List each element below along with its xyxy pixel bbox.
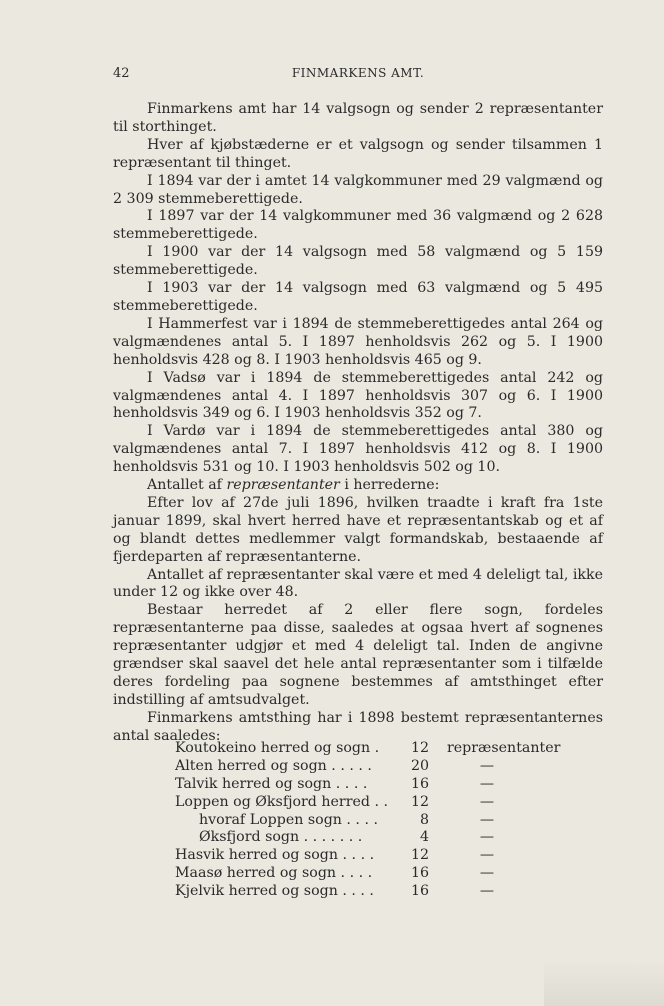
ditto-mark: — [479, 865, 495, 882]
table-row [113, 812, 603, 830]
representatives-table [113, 740, 603, 901]
paragraph: I 1894 var der i amtet 14 valgkommuner med 29 valgmænd og 2 309 stemmeberettigede. [113, 172, 603, 207]
section-heading-representatives [113, 477, 603, 495]
district-name: Koutokeino herred og sogn . [175, 740, 380, 756]
paragraph: I Vardø var i 1894 de stemmeberettigedes antal 380 og valgmændenes antal 7. I 1897 henholdsvis 412 og 8. I 1900 henholdsvis 531 og 10. I 1903 henholdsvis 502 og 10. [113, 423, 603, 476]
representative-count: 12 [410, 793, 429, 810]
district-name: Loppen og Øksfjord herred . . [175, 793, 388, 810]
table-row [113, 740, 603, 758]
heading-prefix: Antallet af [147, 477, 222, 494]
ditto-mark: — [479, 847, 495, 864]
paragraph: I Vadsø var i 1894 de stemmeberettigedes antal 242 og valgmændenes antal 4. I 1897 henholdsvis 307 og 6. I 1900 henholdsvis 349 og 6. I 1903 henholdsvis 352 og 7. [113, 369, 603, 422]
page-edge-shadow [544, 960, 664, 1006]
ditto-mark: — [479, 793, 495, 810]
representative-count: 12 [410, 740, 429, 756]
heading-italic-word: repræsentanter [226, 477, 340, 494]
district-name: Alten herred og sogn . . . . . [175, 757, 372, 774]
representative-count: 12 [410, 847, 429, 864]
table-row [113, 883, 603, 901]
paragraph: Bestaar herredet af 2 eller flere sogn, fordeles repræsentanterne paa disse, saaledes at ogsaa hvert af sognenes repræsentanter udgjør et med 4 deleligt tal. Inden de angivne grændser skal saavel det hele antal repræsentanter som i tilfælde deres fordeling paa sognene bestemmes af amtsthinget efter indstilling af amtsudvalget. [113, 602, 603, 708]
district-name: Øksfjord sogn . . . . . . . [199, 829, 363, 846]
unit-label: repræsentanter [447, 740, 561, 756]
paragraph: I Hammerfest var i 1894 de stemmeberettigedes antal 264 og valgmændenes antal 5. I 1897 henholdsvis 262 og 5. I 1900 henholdsvis 428 og 8. I 1903 henholdsvis 465 og 9. [113, 315, 603, 368]
page-number: 42 [113, 66, 130, 81]
representative-count: 20 [410, 757, 429, 774]
ditto-mark: — [479, 775, 495, 792]
paragraph: I 1900 var der 14 valgsogn med 58 valgmænd og 5 159 stemmeberettigede. [113, 244, 603, 279]
representative-count: 16 [410, 865, 429, 882]
paragraph: Antallet af repræsentanter skal være et med 4 deleligt tal, ikke under 12 og ikke over 48. [113, 566, 603, 601]
representative-count: 8 [419, 811, 429, 828]
heading-suffix: i herrederne: [344, 477, 440, 494]
paragraph: Efter lov af 27de juli 1896, hvilken traadte i kraft fra 1ste januar 1899, skal hvert herred have et repræsentantskab og et af og blandt dettes medlemmer valgt formandskab, bestaaende af fjerdeparten af repræsentanterne. [113, 494, 603, 565]
district-name: Maasø herred og sogn . . . . [175, 865, 373, 882]
table-row [113, 776, 603, 794]
table-row [113, 758, 603, 776]
page-header [113, 66, 603, 86]
paragraph: Finmarkens amtsthing har i 1898 bestemt repræsentanternes antal saaledes: [113, 709, 603, 744]
representative-count: 4 [419, 829, 429, 846]
table-row [113, 865, 603, 883]
paragraph: Hver af kjøbstæderne er et valgsogn og sender tilsammen 1 repræsentant til thinget. [113, 136, 603, 171]
representative-count: 16 [410, 775, 429, 792]
running-head: FINMARKENS AMT. [291, 66, 425, 80]
representative-count: 16 [410, 883, 429, 900]
district-name: Talvik herred og sogn . . . . [175, 775, 368, 792]
ditto-mark: — [479, 757, 495, 774]
paragraph: Finmarkens amt har 14 valgsogn og sender 2 repræsentanter til storthinget. [113, 101, 603, 135]
body-text [113, 101, 603, 746]
ditto-mark: — [479, 829, 495, 846]
ditto-mark: — [479, 811, 495, 828]
table-row [113, 794, 603, 812]
table-row [113, 847, 603, 865]
paragraph: I 1897 var der 14 valgkommuner med 36 valgmænd og 2 628 stemmeberettigede. [113, 208, 603, 243]
paragraph: I 1903 var der 14 valgsogn med 63 valgmænd og 5 495 stemmeberettigede. [113, 280, 603, 314]
district-name: Hasvik herred og sogn . . . . [175, 847, 375, 864]
ditto-mark: — [479, 883, 495, 900]
district-name: Kjelvik herred og sogn . . . . [175, 883, 374, 900]
table-row [113, 829, 603, 847]
district-name: hvoraf Loppen sogn . . . . [199, 811, 378, 828]
